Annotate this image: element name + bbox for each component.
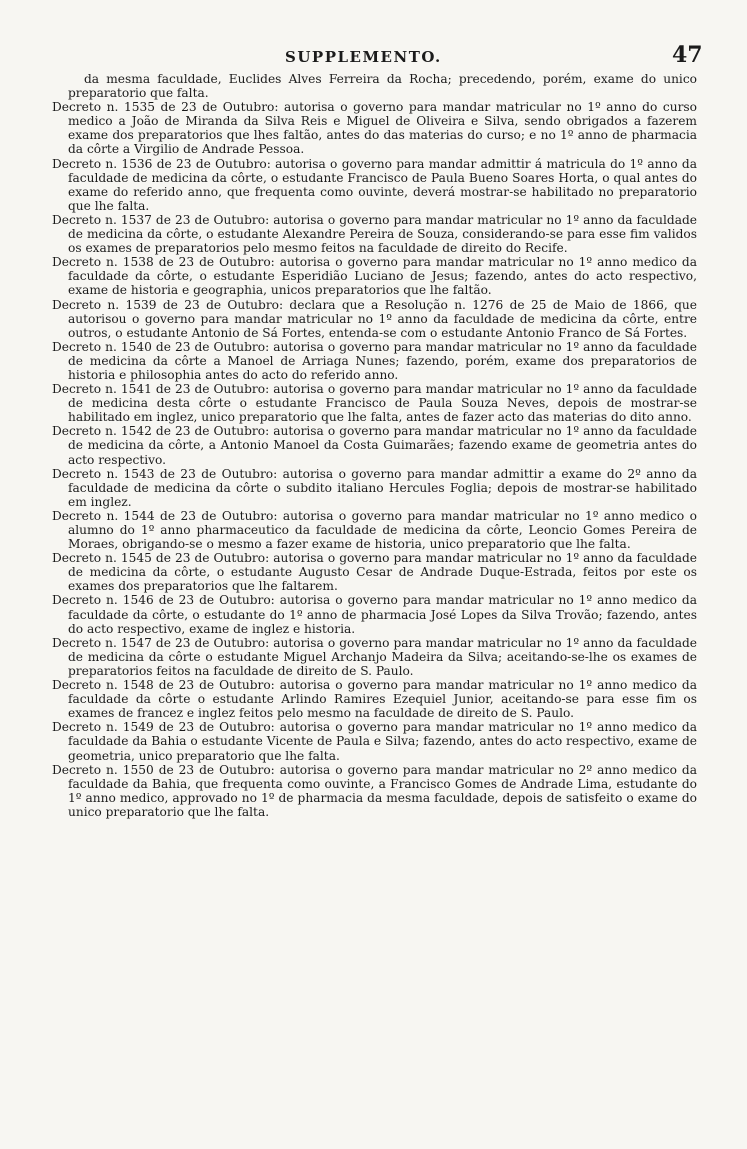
- decree-1540: Decreto n. 1540 de 23 de Outubro: autorisa o governo para mandar matricular no 1º anno da faculdade de medicina da côrte a Manoel de Arriaga Nunes; fazendo, porém, exame dos preparatorios de historia e philosophia antes do acto do referido anno.: [52, 339, 697, 382]
- decree-1548: Decreto n. 1548 de 23 de Outubro: autorisa o governo para mandar matricular no 1º anno medico da faculdade da côrte o estudante Arlindo Ramires Ezequiel Junior, aceitando-se para esse fim os exames de francez e inglez feitos pelo mesmo na faculdade de direito de S. Paulo.: [52, 678, 697, 721]
- decree-1547: Decreto n. 1547 de 23 de Outubro: autorisa o governo para mandar matricular no 1º anno da faculdade de medicina da côrte o estudante Miguel Archanjo Madeira da Silva; aceitando-se-lhe os exames de preparatorios feitos na faculdade de direito de S. Paulo.: [52, 635, 697, 678]
- decree-1538: Decreto n. 1538 de 23 de Outubro: autorisa o governo para mandar matricular no 1º anno medico da faculdade da côrte, o estudante Esperidião Luciano de Jesus; fazendo, antes do acto respectivo, exame de historia e geographia, unicos preparatorios que lhe faltão.: [52, 255, 697, 298]
- running-title: SUPPLEMENTO.: [285, 48, 442, 66]
- decree-1537: Decreto n. 1537 de 23 de Outubro: autorisa o governo para mandar matricular no 1º anno da faculdade de medicina da côrte, o estudante Alexandre Pereira de Souza, considerando-se para esse fim validos os exames de preparatorios pelo mesmo feitos na faculdade de direito do Recife.: [52, 212, 697, 256]
- page-header: [0, 42, 747, 72]
- decree-1550: Decreto n. 1550 de 23 de Outubro: autorisa o governo para mandar matricular no 2º anno medico da faculdade da Bahia, que frequenta como ouvinte, a Francisco Gomes de Andrade Lima, estudante do 1º anno medico, approvado no 1º de pharmacia da mesma faculdade, depois de satisfeito o exame do unico preparatorio que lhe falta.: [52, 762, 697, 819]
- decree-1542: Decreto n. 1542 de 23 de Outubro: autorisa o governo para mandar matricular no 1º anno da faculdade de medicina da côrte, a Antonio Manoel da Costa Guimarães; fazendo exame de geometria antes do acto respectivo.: [52, 424, 697, 467]
- decree-1535: Decreto n. 1535 de 23 de Outubro: autorisa o governo para mandar matricular no 1º anno do curso medico a João de Miranda da Silva Reis e Miguel de Oliveira e Silva, sendo obrigados a fazerem exame dos preparatorios que lhes faltão, antes do das materias do curso; e no 1º anno de pharmacia da côrte a Virgilio de Andrade Pessoa.: [52, 100, 697, 157]
- decree-1545: Decreto n. 1545 de 23 de Outubro: autorisa o governo para mandar matricular no 1º anno da faculdade de medicina da côrte, o estudante Augusto Cesar de Andrade Duque-Estrada, feitos por este os exames dos preparatorios que lhe faltarem.: [52, 551, 697, 594]
- decree-1549: Decreto n. 1549 de 23 de Outubro: autorisa o governo para mandar matricular no 1º anno medico da faculdade da Bahia o estudante Vicente de Paula e Silva; fazendo, antes do acto respectivo, exame de geometria, unico preparatorio que lhe falta.: [52, 720, 697, 763]
- page-number: 47: [672, 42, 703, 68]
- decree-list: [52, 72, 697, 819]
- decree-1541: Decreto n. 1541 de 23 de Outubro: autorisa o governo para mandar matricular no 1º anno da faculdade de medicina desta côrte o estudante Francisco de Paula Souza Neves, depois de mostrar-se habilitado em inglez, unico preparatorio que lhe falta, antes de fazer acto das materias do dito anno.: [52, 382, 697, 425]
- decree-1543: Decreto n. 1543 de 23 de Outubro: autorisa o governo para mandar admittir a exame do 2º anno da faculdade de medicina da côrte o subdito italiano Hercules Foglia; depois de mostrar-se habilitado em inglez.: [52, 466, 697, 509]
- decree-1546: Decreto n. 1546 de 23 de Outubro: autorisa o governo para mandar matricular no 1º anno medico da faculdade da côrte, o estudante do 1º anno de pharmacia José Lopes da Silva Trovão; fazendo, antes do acto respectivo, exame de inglez e historia.: [52, 593, 697, 636]
- decree-1539: Decreto n. 1539 de 23 de Outubro: declara que a Resolução n. 1276 de 25 de Maio de 1866, que autorisou o governo para mandar matricular no 1º anno da faculdade de medicina da côrte, entre outros, o estudante Antonio de Sá Fortes, entenda-se com o estudante Antonio Franco de Sá Fortes.: [52, 297, 697, 340]
- decree-1536: Decreto n. 1536 de 23 de Outubro: autorisa o governo para mandar admittir á matricula do 1º anno da faculdade de medicina da côrte, o estudante Francisco de Paula Bueno Soares Horta, o qual antes do exame do referido anno, que frequenta como ouvinte, deverá mostrar-se habilitado no preparatorio que lhe falta.: [52, 156, 697, 213]
- decree-1544: Decreto n. 1544 de 23 de Outubro: autorisa o governo para mandar matricular no 1º anno medico o alumno do 1º anno pharmaceutico da faculdade de medicina da côrte, Leoncio Gomes Pereira de Moraes, obrigando-se o mesmo a fazer exame de historia, unico preparatorio que lhe falta.: [52, 508, 697, 552]
- continued-paragraph: da mesma faculdade, Euclides Alves Ferreira da Rocha; precedendo, porém, exame do unico preparatorio que falta.: [68, 72, 697, 101]
